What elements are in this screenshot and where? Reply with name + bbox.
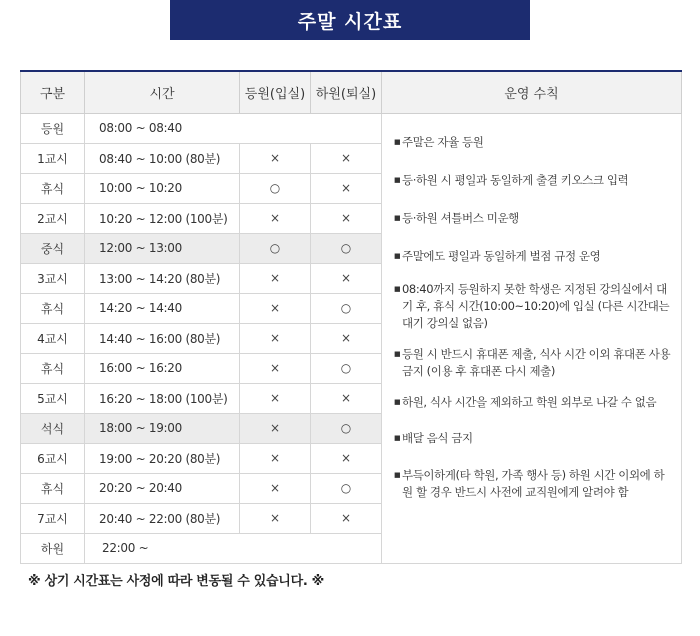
period-cell: 등원	[21, 113, 85, 143]
time-cell: 14:40 ~ 16:00 (80분)	[85, 323, 240, 353]
page-title: 주말 시간표	[170, 0, 530, 40]
period-cell: 휴식	[21, 353, 85, 383]
check-in-cell: ○	[240, 173, 311, 203]
check-in-cell: ×	[240, 503, 311, 533]
period-cell: 휴식	[21, 173, 85, 203]
period-cell: 7교시	[21, 503, 85, 533]
check-out-cell: ×	[311, 173, 382, 203]
period-cell: 석식	[21, 413, 85, 443]
header-rules: 운영 수칙	[382, 71, 682, 113]
check-in-cell: ×	[240, 443, 311, 473]
header-period: 구분	[21, 71, 85, 113]
bullet-icon: ■	[394, 397, 401, 406]
bullet-icon: ■	[394, 213, 401, 222]
time-cell: 16:00 ~ 16:20	[85, 353, 240, 383]
time-cell: 14:20 ~ 14:40	[85, 293, 240, 323]
period-cell: 하원	[21, 533, 85, 563]
time-cell: 20:20 ~ 20:40	[85, 473, 240, 503]
check-out-cell: ×	[311, 383, 382, 413]
notice-text: ※ 상기 시간표는 사정에 따라 변동될 수 있습니다. ※	[28, 574, 325, 589]
check-out-cell: ×	[311, 323, 382, 353]
header-check-in: 등원(입실)	[240, 71, 311, 113]
rule-item: ■ 등·하원 시 평일과 동일하게 출결 키오스크 입력	[394, 172, 629, 187]
bullet-icon: ■	[394, 137, 401, 146]
check-out-cell: ○	[311, 473, 382, 503]
period-cell: 6교시	[21, 443, 85, 473]
check-in-cell: ×	[240, 293, 311, 323]
header-check-out: 하원(퇴실)	[311, 71, 382, 113]
period-cell: 4교시	[21, 323, 85, 353]
bullet-icon: ■	[394, 470, 401, 479]
bullet-icon: ■	[394, 175, 401, 184]
time-cell: 19:00 ~ 20:20 (80분)	[85, 443, 240, 473]
check-in-cell: ×	[240, 473, 311, 503]
check-out-cell: ○	[311, 293, 382, 323]
check-out-cell: ○	[311, 353, 382, 383]
period-cell: 2교시	[21, 203, 85, 233]
period-cell: 3교시	[21, 263, 85, 293]
rule-item: ■ 부득이하게(타 학원, 가족 행사 등) 하원 시간 이외에 하원 할 경우 반드시 사전에 교직원에게 알려야 함	[394, 467, 665, 499]
rule-item: ■ 배달 음식 금지	[394, 430, 473, 445]
rule-item: ■ 등·하원 셔틀버스 미운행	[394, 210, 519, 225]
time-cell: 18:00 ~ 19:00	[85, 413, 240, 443]
time-cell: 22:00 ~	[85, 533, 382, 563]
check-out-cell: ×	[311, 143, 382, 173]
header-time: 시간	[85, 71, 240, 113]
check-in-cell: ○	[240, 233, 311, 263]
period-cell: 휴식	[21, 473, 85, 503]
check-in-cell: ×	[240, 263, 311, 293]
time-cell: 10:00 ~ 10:20	[85, 173, 240, 203]
time-cell: 12:00 ~ 13:00	[85, 233, 240, 263]
time-cell: 16:20 ~ 18:00 (100분)	[85, 383, 240, 413]
check-in-cell: ×	[240, 353, 311, 383]
rule-item: ■ 등원 시 반드시 휴대폰 제출, 식사 시간 이외 휴대폰 사용금지 (이용 후 휴대폰 다시 제출)	[394, 346, 671, 378]
period-cell: 휴식	[21, 293, 85, 323]
schedule-table	[20, 70, 682, 564]
table-header-row	[21, 71, 682, 113]
rule-item: ■ 주말은 자율 등원	[394, 134, 484, 149]
time-cell: 10:20 ~ 12:00 (100분)	[85, 203, 240, 233]
bullet-icon: ■	[394, 284, 401, 293]
period-cell: 5교시	[21, 383, 85, 413]
check-out-cell: ○	[311, 413, 382, 443]
check-in-cell: ×	[240, 323, 311, 353]
bullet-icon: ■	[394, 251, 401, 260]
period-cell: 1교시	[21, 143, 85, 173]
time-cell: 08:00 ~ 08:40	[85, 113, 382, 143]
check-out-cell: ×	[311, 203, 382, 233]
rules-cell	[382, 113, 682, 563]
check-out-cell: ○	[311, 233, 382, 263]
time-cell: 20:40 ~ 22:00 (80분)	[85, 503, 240, 533]
rule-item: ■ 08:40까지 등원하지 못한 학생은 지정된 강의실에서 대기 후, 휴식 시간(10:00~10:20)에 입실 (다른 시간대는 대기 강의실 없음)	[394, 281, 670, 330]
check-in-cell: ×	[240, 143, 311, 173]
check-out-cell: ×	[311, 443, 382, 473]
time-cell: 08:40 ~ 10:00 (80분)	[85, 143, 240, 173]
rule-item: ■ 하원, 식사 시간을 제외하고 학원 외부로 나갈 수 없음	[394, 394, 657, 409]
time-cell: 13:00 ~ 14:20 (80분)	[85, 263, 240, 293]
check-in-cell: ×	[240, 413, 311, 443]
check-out-cell: ×	[311, 503, 382, 533]
check-out-cell: ×	[311, 263, 382, 293]
rule-item: ■ 주말에도 평일과 동일하게 벌점 규정 운영	[394, 248, 601, 263]
bullet-icon: ■	[394, 433, 401, 442]
table-row	[21, 113, 682, 143]
period-cell: 중식	[21, 233, 85, 263]
check-in-cell: ×	[240, 203, 311, 233]
check-in-cell: ×	[240, 383, 311, 413]
bullet-icon: ■	[394, 349, 401, 358]
